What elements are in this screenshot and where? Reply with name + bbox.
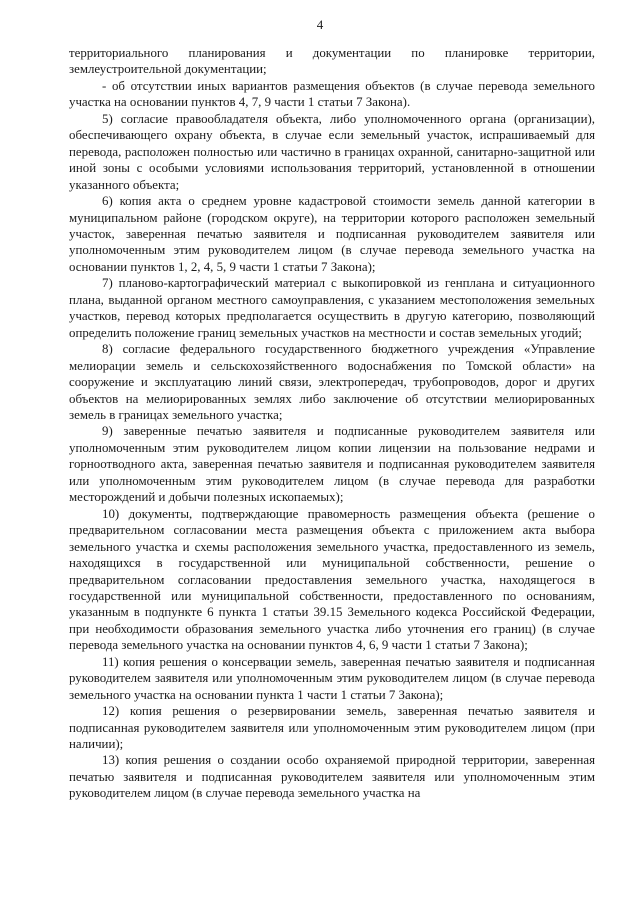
paragraph-item-5: 5) согласие правообладателя объекта, либо уполномоченного органа (организации), обеспечивающего охрану объекта, в случае если земельный участок, испрашиваемый для перевода, расположен полностью или частично в границах охранной, санитарно-защитной или иной зоны с особыми условиями использования территорий, установленной в отношении указанного объекта; — [69, 111, 595, 192]
paragraph-item-8: 8) согласие федерального государственного бюджетного учреждения «Управление мелиорации земель и сельскохозяйственного водоснабжения по Томской области» на сооружение и эксплуатацию линий связи, электропередач, трубопроводов, дорог и других объектов на мелиорированных землях либо заключение об отсутствии мелиорированных земель в границах земельного участка; — [69, 342, 595, 422]
paragraph-item-7: 7) планово-картографический материал с выкопировкой из генплана и ситуационного плана, выданной органом местного самоуправления, с указанием местоположения земельных участков, перевод которых предполагается осуществить в другую категорию, позволяющий определить положение границ земельных участков на местности и состав земельных угодий; — [69, 276, 595, 340]
paragraph-item-6: 6) копия акта о среднем уровне кадастровой стоимости земель данной категории в муниципальном районе (городском округе), на территории которого расположен земельный участок, заверенная печатью заявителя и подписанная руководителем заявителя или уполномоченным этим руководителем лицом (в случае перевода земельного участка на основании пунктов 1, 2, 4, 5, 9 части 1 статьи 7 Закона); — [69, 194, 595, 274]
document-body — [69, 45, 595, 802]
paragraph-item-13: 13) копия решения о создании особо охраняемой природной территории, заверенная печатью заявителя и подписанная руководителем заявителя или уполномоченным этим руководителем лицом (в случае перевода земельного участка на — [69, 753, 595, 801]
paragraph-continuation: территориального планирования и документации по планировке территории, землеустроительной документации; — [69, 46, 595, 77]
paragraph-item-12: 12) копия решения о резервировании земель, заверенная печатью заявителя и подписанная руководителем заявителя или уполномоченным этим руководителем лицом (при наличии); — [69, 704, 595, 752]
paragraph-item-10: 10) документы, подтверждающие правомерность размещения объекта (решение о предварительном согласовании места размещения объекта с приложением акта выбора земельного участка и схемы расположения земельного участка, предоставленного из земель, находящихся в государственной или муниципальной собственности, решение о предварительном согласовании предоставления земельного участка, находящегося в государственной или муниципальной собственности, предоставленного по основаниям, указанным в подпункте 6 пункта 1 статьи 39.15 Земельного кодекса Российской Федерации, при необходимости образования земельного участка либо уточнения его границ) (в случае перевода земельного участка на основании пунктов 4, 6, 9 части 1 статьи 7 Закона); — [69, 506, 595, 653]
paragraph-item-9: 9) заверенные печатью заявителя и подписанные руководителем заявителя или уполномоченным этим руководителем лицом копии лицензии на пользование недрами и горноотводного акта, заверенная печатью заявителя и подписанная руководителем заявителя или уполномоченным этим руководителем лицом (в случае перевода для разработки месторождений и добычи полезных ископаемых); — [69, 424, 595, 505]
page-number: 4 — [316, 17, 324, 32]
paragraph-item-11: 11) копия решения о консервации земель, заверенная печатью заявителя и подписанная руководителем заявителя или уполномоченным этим руководителем лицом (в случае перевода земельного участка на основании пункта 1 части 1 статьи 7 Закона); — [69, 654, 595, 702]
paragraph-no-alternatives: - об отсутствии иных вариантов размещения объектов (в случае перевода земельного участка на основании пунктов 4, 7, 9 части 1 статьи 7 Закона). — [69, 78, 595, 110]
